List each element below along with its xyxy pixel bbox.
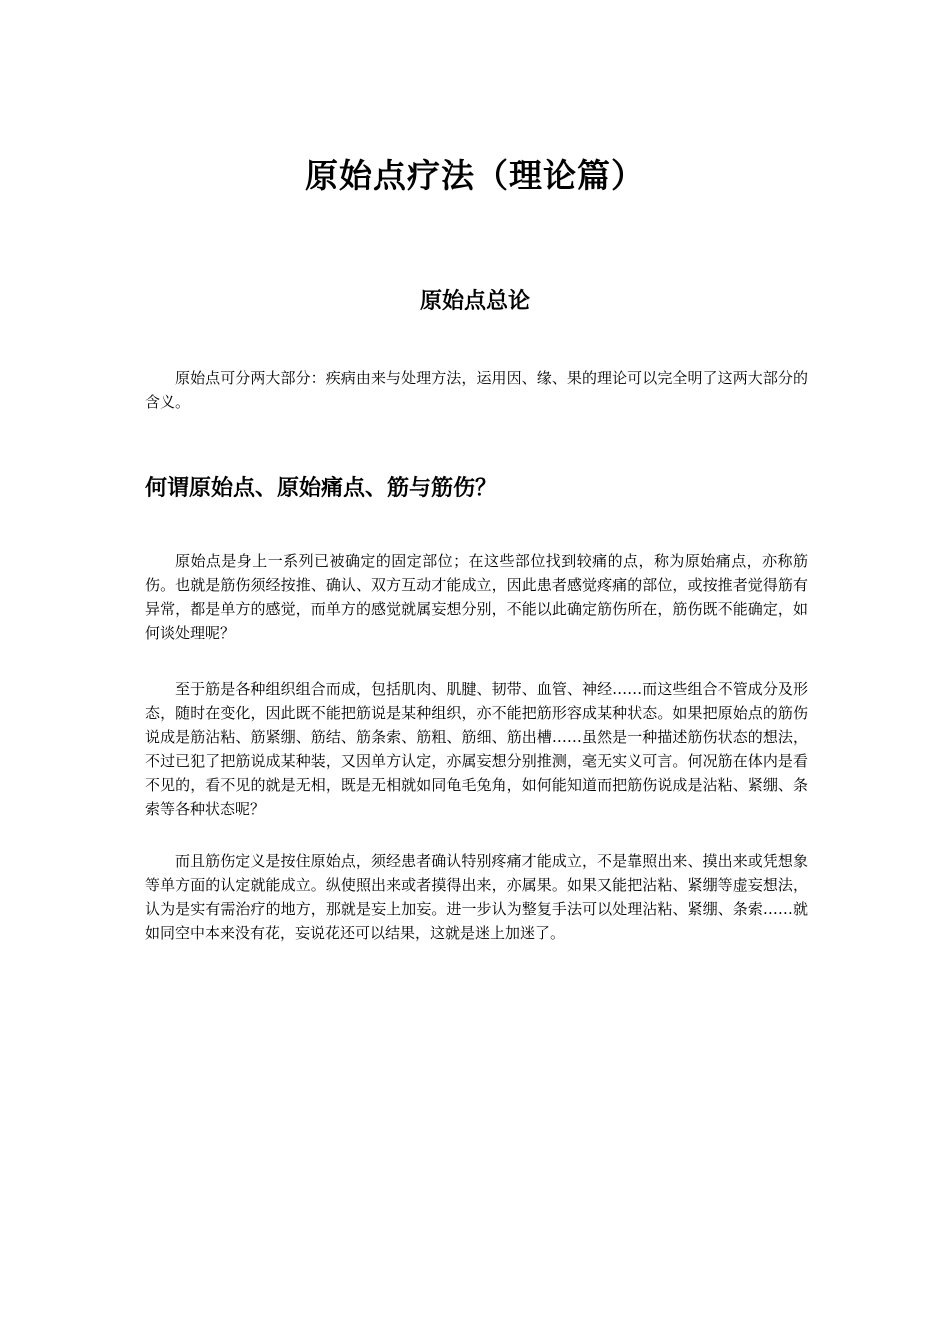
body-paragraph: 至于筋是各种组织组合而成，包括肌肉、肌腱、韧带、血管、神经……而这些组合不管成分及形态，随时在变化，因此既不能把筋说是某种组织，亦不能把筋形容成某种状态。如果把原始点的筋伤说成是筋沾粘、筋紧绷、筋结、筋条索、筋粗、筋细、筋出槽……虽然是一种描述筋伤状态的想法，不过已犯了把筋说成某种装，又因单方认定，亦属妄想分别推测，毫无实义可言。何况筋在体内是看不见的，看不见的就是无相，既是无相就如同龟毛兔角，如何能知道而把筋伤说成是沾粘、紧绷、条索等各种状态呢？ [145, 680, 808, 818]
document-title: 原始点疗法（理论篇） [305, 156, 645, 195]
body-paragraph: 原始点是身上一系列已被确定的固定部位；在这些部位找到较痛的点，称为原始痛点，亦称筋伤。也就是筋伤须经按推、确认、双方互动才能成立，因此患者感觉疼痛的部位，或按推者觉得筋有异常，都是单方的感觉，而单方的感觉就属妄想分别，不能以此确定筋伤所在，筋伤既不能确定，如何谈处理呢？ [145, 552, 808, 642]
subsection-title: 何谓原始点、原始痛点、筋与筋伤？ [145, 475, 498, 501]
section-title: 原始点总论 [419, 288, 530, 314]
intro-paragraph: 原始点可分两大部分：疾病由来与处理方法，运用因、缘、果的理论可以完全明了这两大部分的含义。 [145, 369, 808, 411]
body-paragraph: 而且筋伤定义是按住原始点，须经患者确认特别疼痛才能成立，不是靠照出来、摸出来或凭想象等单方面的认定就能成立。纵使照出来或者摸得出来，亦属果。如果又能把沾粘、紧绷等虚妄想法，认为是实有需治疗的地方，那就是妄上加妄。进一步认为整复手法可以处理沾粘、紧绷、条索……就如同空中本来没有花，妄说花还可以结果，这就是迷上加迷了。 [145, 852, 808, 942]
